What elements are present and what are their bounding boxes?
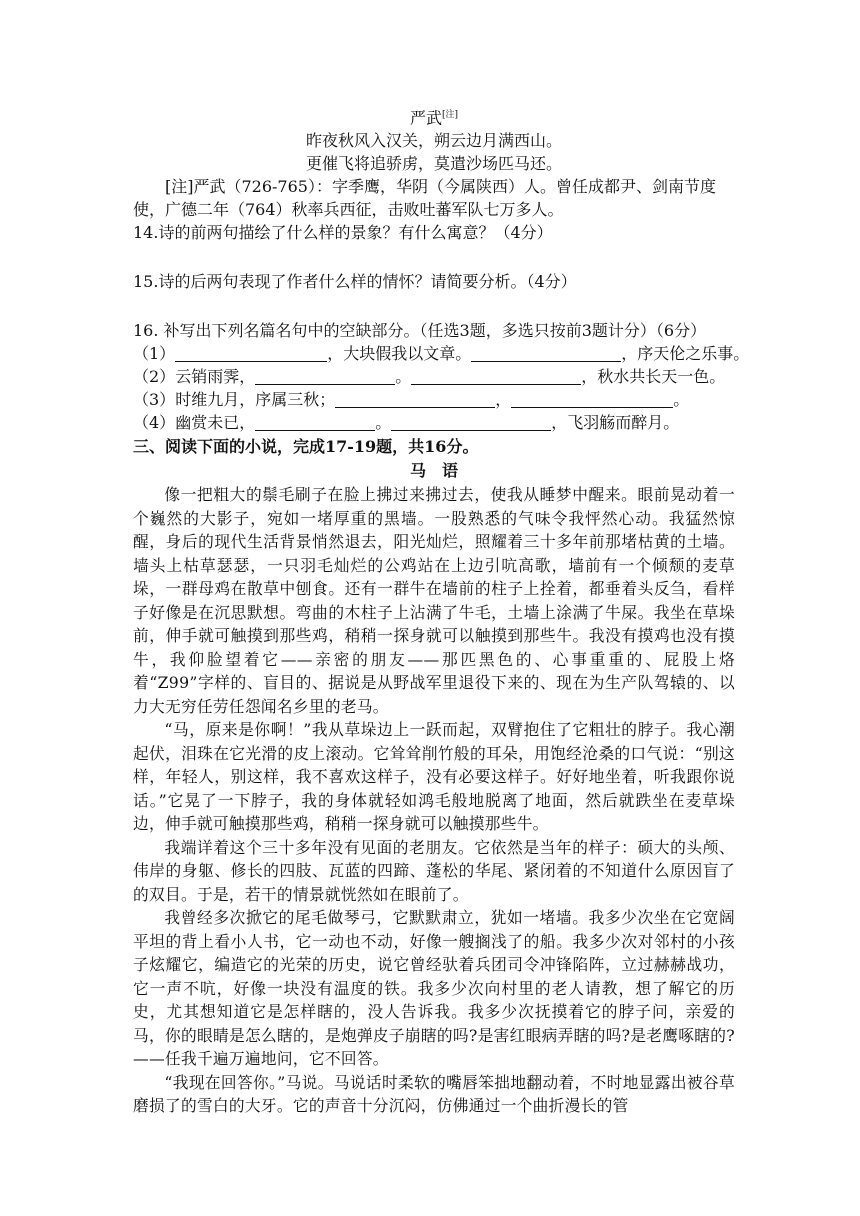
fill-item-number: （3） [133, 390, 176, 410]
fill-blank[interactable] [511, 390, 673, 408]
fill-blank[interactable] [175, 344, 327, 362]
fill-item-2 [133, 365, 735, 388]
fill-item-text: 。 [395, 367, 412, 387]
fill-item-number: （2） [133, 367, 176, 387]
poem-note: [注]严武（726-765）：字季鹰，华阴（今属陕西）人。曾任成都尹、剑南节度使，广德二年（764）秋率兵西征，击败吐蕃军队七万多人。 [133, 177, 716, 220]
fill-blank[interactable] [471, 344, 621, 362]
fill-item-text: ，大块假我以文章。 [327, 344, 472, 364]
fill-item-text: ，秋水共长天一色。 [581, 367, 726, 387]
question-16: 16. 补写出下列名篇名句中的空缺部分。（任选3题，多选只按前3题计分）（6分） [133, 321, 707, 341]
fill-blank[interactable] [335, 390, 495, 408]
poem-line-1: 昨夜秋风入汉关，朔云边月满西山。 [305, 131, 562, 151]
fill-item-text: ，飞羽觞而醉月。 [551, 413, 680, 433]
novel-paragraph-2: “马，原来是你啊！”我从草垛边上一跃而起，双臂抱住了它粗壮的脖子。我心潮起伏，泪珠在它光滑的皮上滚动。它耸耸削竹般的耳朵，用饱经沧桑的口气说：“别这样，年轻人，别这样，我不喜欢这样子，没有必要这样子。好好地坐着，听我跟你说话。”它晃了一下脖子，我的身体就轻如鸿毛般地脱离了地面，然后就跌坐在麦草垛边，伸手就可触摸那些鸡，稍稍一探身就可以触摸那些牛。 [133, 720, 735, 834]
fill-blank[interactable] [255, 367, 395, 385]
fill-item-text: 。 [375, 413, 392, 433]
novel-paragraph-1: 像一把粗大的鬃毛刷子在脸上拂过来拂过去，使我从睡梦中醒来。眼前晃动着一个巍然的大影子，宛如一堵厚重的黑墙。一股熟悉的气味令我怦然心动。我猛然惊醒，身后的现代生活背景悄然退去，阳光灿烂，照耀着三十多年前那堵枯黄的土墙。墙头上枯草瑟瑟，一只羽毛灿烂的公鸡站在上边引吭高歌，墙前有一个倾颓的麦草垛，一群母鸡在散草中刨食。还有一群牛在墙前的柱子上拴着，都垂着头反刍，看样子好像是在沉思默想。弯曲的木柱子上沾满了牛毛，土墙上涂满了牛屎。我坐在草垛前，伸手就可触摸到那些鸡，稍稍一探身就可以触摸到那些牛。我没有摸鸡也没有摸牛，我仰脸望着它——亲密的朋友——那匹黑色的、心事重重的、屁股上烙着“Z99”字样的、盲目的、据说是从野战军里退役下来的、现在为生产队驾辕的、以力大无穷任劳任怨闻名乡里的老马。 [133, 485, 735, 716]
poem-title-note-mark: [注] [441, 110, 459, 120]
poem-title [133, 104, 735, 129]
fill-item-text: ，序天伦之乐事。 [621, 344, 750, 364]
fill-item-number: （1） [133, 344, 176, 364]
question-15: 15.诗的后两句表现了作者什么样的情怀？请简要分析。（4分） [133, 272, 577, 292]
poem-line-2: 更催飞将追骄虏，莫遣沙场匹马还。 [305, 154, 562, 174]
fill-item-text: 。 [673, 390, 690, 410]
fill-item-text: 云销雨霁， [175, 367, 256, 387]
question-14: 14.诗的前两句描绘了什么样的景象？有什么寓意？（4分） [133, 223, 553, 243]
fill-item-number: （4） [133, 413, 176, 433]
novel-paragraph-5: “我现在回答你。”马说。马说话时柔软的嘴唇笨拙地翻动着，不时地显露出被谷草磨损了的雪白的大牙。它的声音十分沉闷，仿佛通过一个曲折漫长的管 [133, 1072, 735, 1116]
poem-title-text: 严武 [409, 108, 442, 128]
fill-item-text: ， [495, 390, 512, 410]
novel-paragraph-3: 我端详着这个三十多年没有见面的老朋友。它依然是当年的样子：硕大的头颅、伟岸的身躯、修长的四肢、瓦蓝的四蹄、蓬松的华尾、紧闭着的不知道什么原因盲了的双目。于是，若干的情景就恍然如在眼前了。 [133, 837, 735, 904]
fill-item-text: 时维九月，序属三秋； [175, 390, 336, 410]
novel-title: 马语 [409, 461, 474, 481]
fill-blank[interactable] [255, 413, 375, 431]
page-content [133, 104, 750, 1118]
fill-item-3 [133, 388, 735, 411]
fill-blank[interactable] [391, 413, 551, 431]
fill-item-1 [133, 342, 750, 365]
fill-blank[interactable] [411, 367, 581, 385]
fill-item-4 [133, 411, 735, 434]
novel-paragraph-4: 我曾经多次掀它的尾毛做琴弓，它默默肃立，犹如一堵墙。我多少次坐在它宽阔平坦的背上看小人书，它一动也不动，好像一艘搁浅了的船。我多少次对邻村的小孩子炫耀它，编造它的光荣的历史，说它曾经驮着兵团司令冲锋陷阵，立过赫赫战功，它一声不吭，好像一块没有温度的铁。我多少次向村里的老人请教，想了解它的历史，尤其想知道它是怎样瞎的，没人告诉我。我多少次抚摸着它的脖子问，亲爱的马，你的眼睛是怎么瞎的，是炮弹皮子崩瞎的吗?是害红眼病弄瞎的吗?是老鹰啄瞎的?——任我千遍万遍地问，它不回答。 [133, 908, 735, 1069]
answer-space-15 [133, 293, 735, 319]
fill-item-text: 幽赏未已， [175, 413, 256, 433]
answer-space-14 [133, 244, 735, 270]
section-heading: 三、阅读下面的小说，完成17-19题，共16分。 [133, 437, 479, 457]
